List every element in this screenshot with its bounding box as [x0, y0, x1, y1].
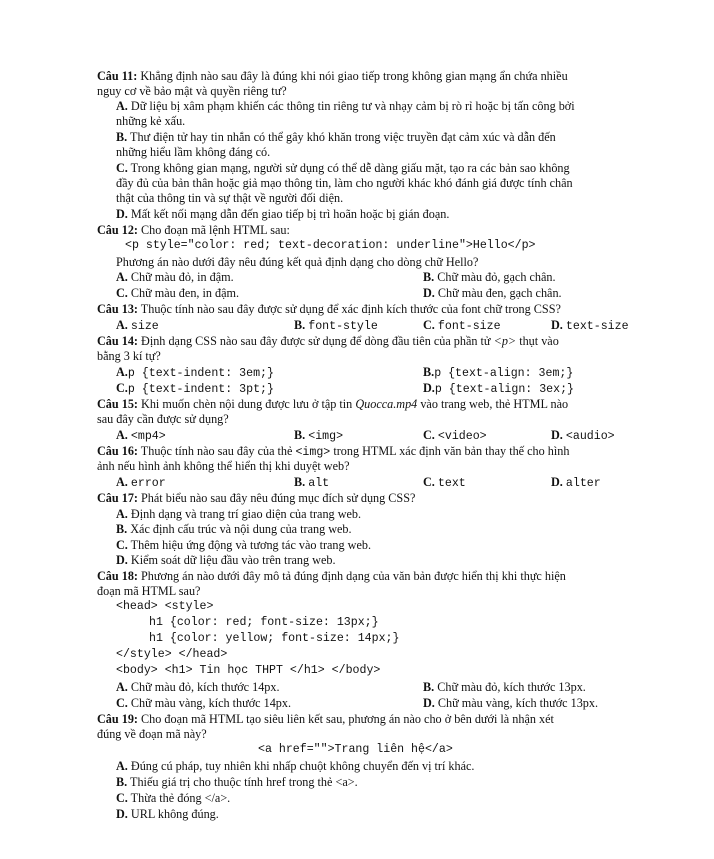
q11-option-b: B. Thư điện tử hay tin nhắn có thể gây khó khăn trong việc truyền đạt cảm xúc và dẫn đến: [116, 130, 556, 144]
q19-option-c: C. Thừa thẻ đóng </a>.: [116, 791, 231, 805]
q18-code-line3: h1 {color: yellow; font-size: 14px;}: [149, 632, 400, 645]
q13-option-c: C. font-size: [423, 318, 501, 333]
q19-stem-line1: Câu 19: Cho đoạn mã HTML tạo siêu liên kết sau, phương án nào cho ở bên dưới là nhận xét: [97, 712, 554, 726]
q18-code-line2: h1 {color: red; font-size: 13px;}: [149, 616, 379, 629]
q11-option-a-line2: những kẻ xấu.: [116, 114, 186, 128]
q14-option-d: D.p {text-align: 3ex;}: [423, 381, 575, 396]
q16-option-a: A. error: [116, 475, 166, 490]
q15-option-a: A. <mp4>: [116, 428, 166, 443]
q12-code: <p style="color: red; text-decoration: underline">Hello</p>: [125, 239, 536, 252]
q11-option-c: C. Trong không gian mạng, người sử dụng có thể dễ dàng giấu mặt, tạo ra các bản sao không: [116, 161, 570, 175]
q19-option-a: A. Đúng cú pháp, tuy nhiên khi nhấp chuột không chuyển đến vị trí khác.: [116, 759, 475, 773]
q12-option-c: C. Chữ màu đen, in đậm.: [116, 286, 240, 300]
q12-option-b: B. Chữ màu đỏ, gạch chân.: [423, 270, 556, 284]
q15-stem-line2: sau đây cần được sử dụng?: [97, 412, 229, 426]
q18-option-d: D. Chữ màu vàng, kích thước 13px.: [423, 696, 599, 710]
q18-code-line4: </style> </head>: [116, 648, 228, 661]
q13-stem: Câu 13: Thuộc tính nào sau đây được sử dụng để xác định kích thước của font chữ trong CSS?: [97, 302, 561, 316]
q16-option-d: D. alter: [551, 475, 601, 490]
q17-option-d: D. Kiểm soát dữ liệu đầu vào trên trang web.: [116, 553, 336, 567]
q17-option-a: A. Định dạng và trang trí giao diện của trang web.: [116, 507, 362, 521]
q14-option-a: A.p {text-indent: 3em;}: [116, 365, 274, 380]
q11-stem-line1: Câu 11: Khẳng định nào sau đây là đúng khi nói giao tiếp trong không gian mạng ẩn chứa nhiều: [97, 69, 568, 83]
q17-option-b: B. Xác định cấu trúc và nội dung của trang web.: [116, 522, 352, 536]
q15-stem-line1: Câu 15: Khi muốn chèn nội dung được lưu ở tập tin Quocca.mp4 vào trang web, thẻ HTML nào: [97, 397, 569, 411]
q18-option-b: B. Chữ màu đỏ, kích thước 13px.: [423, 680, 586, 694]
q11-option-c-line3: thật của thông tin và sự thật về người đối diện.: [116, 191, 344, 205]
q18-stem-line2: đoạn mã HTML sau?: [97, 584, 201, 598]
q15-option-d: D. <audio>: [551, 428, 615, 443]
q18-stem-line1: Câu 18: Phương án nào dưới đây mô tả đúng định dạng của văn bản được hiển thị khi thực hiện: [97, 569, 566, 583]
q18-code-line5: <body> <h1> Tin học THPT </h1> </body>: [116, 664, 381, 677]
q12-question: Phương án nào dưới đây nêu đúng kết quả định dạng cho dòng chữ Hello?: [116, 255, 479, 269]
q19-code: <a href="">Trang liên hệ</a>: [258, 743, 453, 756]
q11-option-d: D. Mất kết nối mạng dẫn đến giao tiếp bị trì hoãn hoặc bị gián đoạn.: [116, 207, 450, 221]
q11-option-c-line2: đầy đủ của bản thân hoặc giả mạo thông tin, làm cho người khác khó đánh giá được tính chân: [116, 176, 573, 190]
q16-option-b: B. alt: [294, 475, 330, 490]
q14-stem-line2: bằng 3 kí tự?: [97, 349, 161, 363]
q11-option-a: A. Dữ liệu bị xâm phạm khiến các thông tin riêng tư và nhạy cảm bị rò rỉ hoặc bị tấn công bởi: [116, 99, 575, 113]
q12-option-d: D. Chữ màu đen, gạch chân.: [423, 286, 562, 300]
q11-option-b-line2: những hiểu lầm không đáng có.: [116, 145, 271, 159]
q17-option-c: C. Thêm hiệu ứng động và tương tác vào trang web.: [116, 538, 372, 552]
q11-label: Câu 11:: [97, 69, 138, 83]
q19-stem-line2: đúng về đoạn mã này?: [97, 727, 207, 741]
q16-stem-line2: ảnh nếu hình ảnh không thể hiển thị khi duyệt web?: [97, 459, 350, 473]
q15-option-c: C. <video>: [423, 428, 487, 443]
q15-option-b: B. <img>: [294, 428, 344, 443]
q19-option-b: B. Thiếu giá trị cho thuộc tính href trong thẻ <a>.: [116, 775, 358, 789]
q18-option-a: A. Chữ màu đỏ, kích thước 14px.: [116, 680, 280, 694]
q14-stem-line1: Câu 14: Định dạng CSS nào sau đây được sử dụng để dòng đầu tiên của phần tử <p> thụt vào: [97, 334, 559, 348]
q13-option-d: D. text-size: [551, 318, 629, 333]
q14-option-b: B.p {text-align: 3em;}: [423, 365, 574, 380]
q12-option-a: A. Chữ màu đỏ, in đậm.: [116, 270, 234, 284]
q13-option-b: B. font-style: [294, 318, 378, 333]
q18-option-c: C. Chữ màu vàng, kích thước 14px.: [116, 696, 292, 710]
q19-option-d: D. URL không đúng.: [116, 807, 219, 821]
q11-stem-line2: nguy cơ về bảo mật và quyền riêng tư?: [97, 84, 287, 98]
q13-option-a: A. size: [116, 318, 159, 333]
q14-option-c: C.p {text-indent: 3pt;}: [116, 381, 274, 396]
q16-option-c: C. text: [423, 475, 466, 490]
q12-stem: Câu 12: Cho đoạn mã lệnh HTML sau:: [97, 223, 290, 237]
q18-code-line1: <head> <style>: [116, 600, 214, 613]
q17-stem: Câu 17: Phát biểu nào sau đây nêu đúng mục đích sử dụng CSS?: [97, 491, 416, 505]
q16-stem-line1: Câu 16: Thuộc tính nào sau đây của thẻ <img> trong HTML xác định văn bản thay thế cho hình: [97, 444, 570, 459]
